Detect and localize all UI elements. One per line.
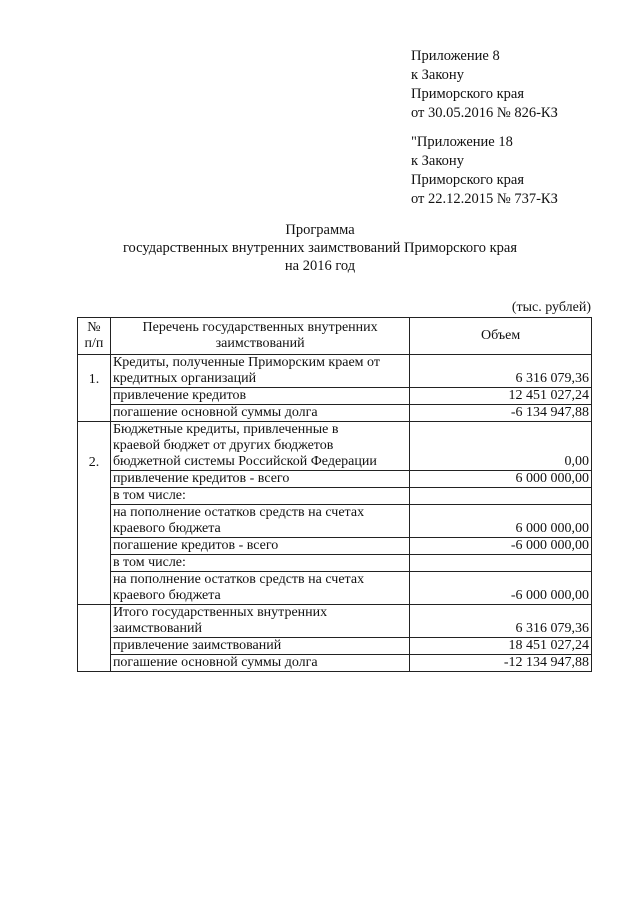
table-row — [78, 655, 592, 672]
row-name: привлечение кредитов - всего — [110, 471, 409, 488]
header-volume: Объем — [410, 318, 592, 355]
annex-line: от 30.05.2016 № 826-КЗ — [411, 105, 558, 121]
row-name: на пополнение остатков средств на счетах краевого бюджета — [110, 572, 409, 605]
annex-reference-1 — [411, 47, 558, 123]
table-row — [78, 505, 592, 538]
header-name: Перечень государственных внутренних заимствований — [110, 318, 409, 355]
row-value: 18 451 027,24 — [410, 638, 592, 655]
row-name: Кредиты, полученные Приморским краем от кредитных организаций — [110, 355, 409, 388]
row-number — [78, 388, 111, 405]
row-name: привлечение кредитов — [110, 388, 409, 405]
table-row — [78, 405, 592, 422]
row-number — [78, 655, 111, 672]
row-name: в том числе: — [110, 488, 409, 505]
annex-line: к Закону — [411, 153, 464, 169]
row-value: 6 316 079,36 — [410, 605, 592, 638]
row-value: -6 000 000,00 — [410, 572, 592, 605]
title-line: государственных внутренних заимствований Приморского края — [122, 240, 518, 256]
row-number — [78, 555, 111, 572]
table-row — [78, 422, 592, 471]
row-value: 6 000 000,00 — [410, 471, 592, 488]
row-name: погашение основной суммы долга — [110, 655, 409, 672]
row-number — [78, 505, 111, 538]
row-name: Итого государственных внутренних заимствований — [110, 605, 409, 638]
row-value: 6 000 000,00 — [410, 505, 592, 538]
annex-line: Приморского края — [411, 86, 525, 102]
row-name: погашение кредитов - всего — [110, 538, 409, 555]
annex-line: Приморского края — [411, 172, 525, 188]
row-number — [78, 605, 111, 638]
annex-reference-2 — [411, 133, 558, 209]
row-value: -6 000 000,00 — [410, 538, 592, 555]
header-num: № п/п — [78, 318, 111, 355]
row-value: -6 134 947,88 — [410, 405, 592, 422]
table-row — [78, 605, 592, 638]
annex-line: к Закону — [411, 67, 464, 83]
unit-label: (тыс. рублей) — [511, 300, 591, 315]
table-row — [78, 538, 592, 555]
row-value: 6 316 079,36 — [410, 355, 592, 388]
table-header-row — [78, 318, 592, 355]
row-number — [78, 638, 111, 655]
borrowing-program-table — [77, 317, 592, 672]
title-line: Программа — [285, 222, 355, 238]
row-value: -12 134 947,88 — [410, 655, 592, 672]
row-number — [78, 572, 111, 605]
row-number: 1. — [78, 355, 111, 388]
table-row — [78, 388, 592, 405]
row-value — [410, 488, 592, 505]
row-value: 0,00 — [410, 422, 592, 471]
row-name: Бюджетные кредиты, привлеченные в краевой бюджет от других бюджетов бюджетной системы Российской Федерации — [110, 422, 409, 471]
row-name: в том числе: — [110, 555, 409, 572]
annex-line: Приложение 8 — [411, 48, 500, 64]
table-row — [78, 471, 592, 488]
table-row — [78, 555, 592, 572]
table-row — [78, 638, 592, 655]
annex-line: "Приложение 18 — [411, 134, 513, 150]
annex-line: от 22.12.2015 № 737-КЗ — [411, 191, 558, 207]
table-row — [78, 572, 592, 605]
row-number: 2. — [78, 422, 111, 471]
row-number — [78, 488, 111, 505]
row-number — [78, 471, 111, 488]
row-value: 12 451 027,24 — [410, 388, 592, 405]
row-number — [78, 538, 111, 555]
row-name: погашение основной суммы долга — [110, 405, 409, 422]
row-value — [410, 555, 592, 572]
row-name: на пополнение остатков средств на счетах краевого бюджета — [110, 505, 409, 538]
row-name: привлечение заимствований — [110, 638, 409, 655]
title-line: на 2016 год — [284, 258, 356, 274]
document-title — [0, 221, 640, 275]
row-number — [78, 405, 111, 422]
table-row — [78, 488, 592, 505]
table-row — [78, 355, 592, 388]
